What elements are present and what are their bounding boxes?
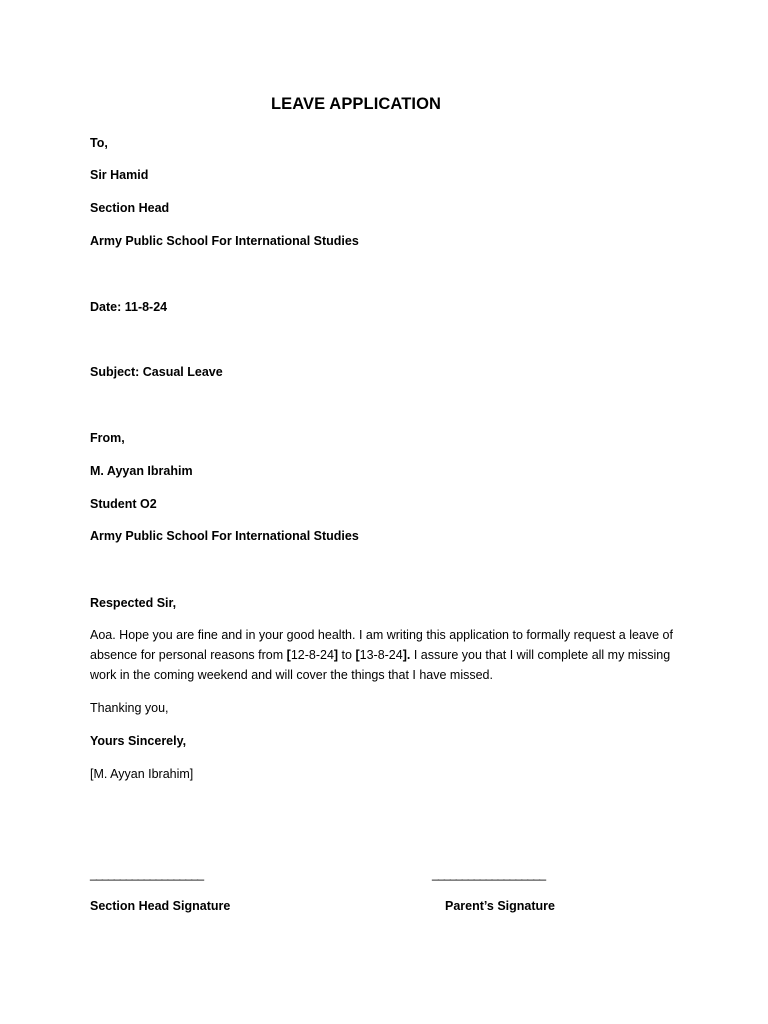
recipient-name: Sir Hamid <box>90 168 149 182</box>
bracket-open-2: [ <box>355 648 360 662</box>
body-to-word: to <box>338 648 356 662</box>
sender-name: M. Ayyan Ibrahim <box>90 464 193 478</box>
closing-line: Yours Sincerely, <box>90 734 187 748</box>
parent-signature-line: ___________________ <box>432 867 546 881</box>
bracket-close-1: ] <box>333 648 339 662</box>
signature-name: [M. Ayyan Ibrahim] <box>90 767 194 781</box>
recipient-school: Army Public School For International Studies <box>90 234 359 248</box>
document-title: LEAVE APPLICATION <box>270 95 442 113</box>
date-line: Date: 11-8-24 <box>90 300 168 314</box>
body-paragraph <box>90 625 690 685</box>
body-text-part1: Aoa. Hope you are fine and in your good health. I am writing this application to formally request a leave of absence for personal reasons from <box>90 628 673 662</box>
thanks-line: Thanking you, <box>90 701 169 715</box>
parent-signature-label: Parent’s Signature <box>445 899 555 913</box>
recipient-designation: Section Head <box>90 201 170 215</box>
bracket-open-1: [ <box>286 648 291 662</box>
from-label: From, <box>90 431 125 445</box>
body-text-part2: I assure you that I will complete all my missing work in the coming weekend and will cover the things that I have missed. <box>90 648 671 682</box>
subject-line: Subject: Casual Leave <box>90 365 223 379</box>
leave-date-from: 12-8-24 <box>290 648 334 662</box>
section-head-signature-label: Section Head Signature <box>90 899 231 913</box>
salutation: Respected Sir, <box>90 596 177 610</box>
sender-school: Army Public School For International Studies <box>90 529 359 543</box>
leave-date-to: 13-8-24 <box>359 648 403 662</box>
to-label: To, <box>90 136 108 150</box>
bracket-close-2: ]. <box>402 648 411 662</box>
section-head-signature-line: ___________________ <box>90 867 204 881</box>
sender-designation: Student O2 <box>90 497 157 511</box>
